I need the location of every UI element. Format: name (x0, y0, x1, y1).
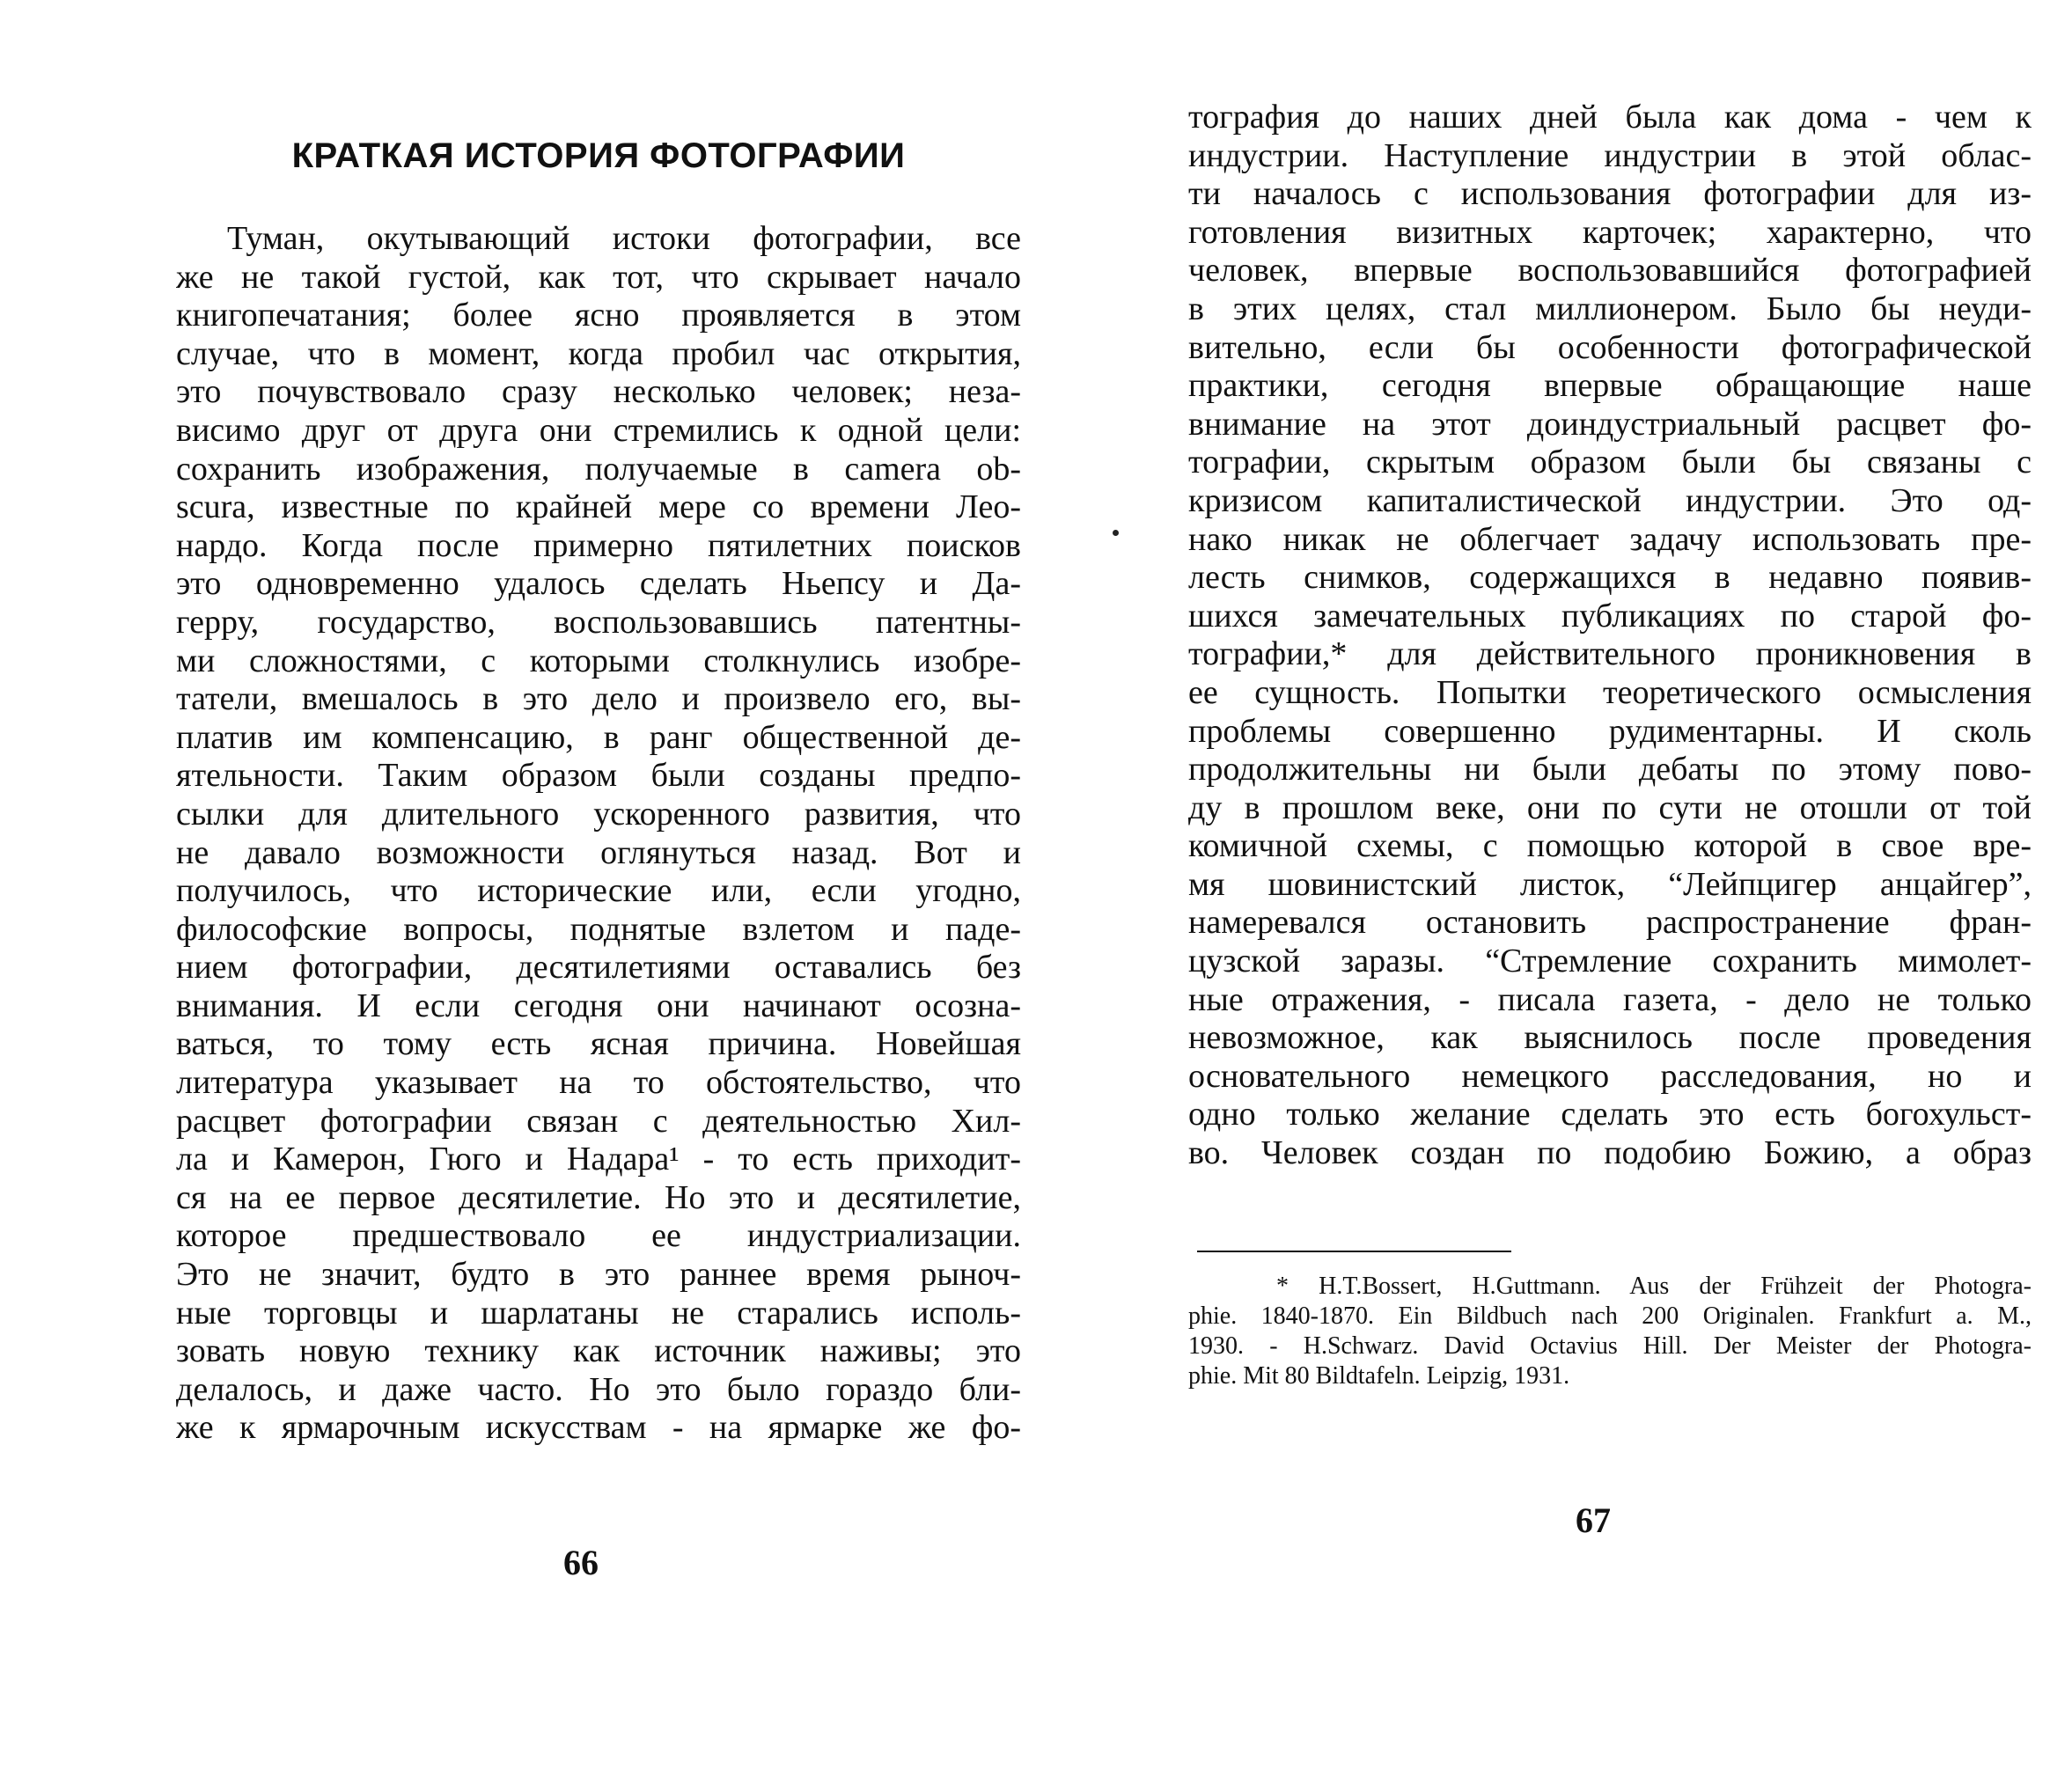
text-line: случае, что в момент, когда пробил час открытия, (176, 334, 1021, 372)
text-line: внимание на этот доиндустриальный расцвет фо- (1188, 405, 2032, 443)
text-line: ваться, то тому есть ясная причина. Новейшая (176, 1025, 1021, 1063)
text-line: одно только желание сделать это есть богохульст- (1188, 1096, 2032, 1133)
text-line: индустрии. Наступление индустрии в этой облас- (1188, 136, 2032, 174)
text-line: же к ярмарочным искусствам - на ярмарке же фо- (176, 1409, 1021, 1447)
text-line: это почувствовало сразу несколько человек; неза- (176, 373, 1021, 411)
footnote-line: 1930. - H.Schwarz. David Octavius Hill. Der Meister der Photogra- (1188, 1332, 2032, 1360)
scan-speck (1113, 530, 1119, 536)
text-line: ятельности. Таким образом были созданы предпо- (176, 757, 1021, 795)
text-line: расцвет фотографии связан с деятельностью Хил- (176, 1102, 1021, 1140)
footnote (1188, 1272, 2032, 1391)
text-line: делалось, и даже часто. Но это было гораздо бли- (176, 1370, 1021, 1408)
text-line: получилось, что исторические или, если угодно, (176, 872, 1021, 910)
text-line: ми сложностями, с которыми столкнулись изобре- (176, 642, 1021, 679)
text-line: татели, вмешалось в это дело и произвело его, вы- (176, 680, 1021, 718)
left-page-body (176, 220, 1021, 1448)
text-line: тография до наших дней была как дома - чем к (1188, 99, 2032, 136)
text-line: нардо. Когда после примерно пятилетних поисков (176, 526, 1021, 564)
text-line: же не такой густой, как тот, что скрывает начало (176, 258, 1021, 296)
text-line: человек, впервые воспользовавшийся фотографией (1188, 252, 2032, 290)
text-line: книгопечатания; более ясно проявляется в этом (176, 297, 1021, 334)
text-line: лесть снимков, содержащихся в недавно появив- (1188, 559, 2032, 597)
right-page (1188, 0, 2032, 1391)
text-line: намеревался остановить распространение фран- (1188, 904, 2032, 942)
text-line: висимо друг от друга они стремились к одной цели: (176, 411, 1021, 449)
text-line: внимания. И если сегодня они начинают осозна- (176, 987, 1021, 1024)
text-line: не давало возможности оглянуться назад. Вот и (176, 833, 1021, 871)
text-line: практики, сегодня впервые обращающие наше (1188, 367, 2032, 405)
footnote-line: * H.T.Bossert, H.Guttmann. Aus der Frühzeit der Photogra- (1276, 1272, 2032, 1300)
text-line: вительно, если бы особенности фотографической (1188, 328, 2032, 366)
text-line: кризисом капиталистической индустрии. Это од- (1188, 481, 2032, 519)
text-line: это одновременно удалось сделать Ньепсу и Да- (176, 565, 1021, 603)
text-line: ла и Камерон, Гюго и Надара¹ - то есть приходит- (176, 1141, 1021, 1178)
text-line: которое предшествовало ее индустриализации. (176, 1217, 1021, 1255)
text-line: сылки для длительного ускоренного развития, что (176, 795, 1021, 833)
footnote-divider (1197, 1251, 1511, 1252)
text-line: scura, известные по крайней мере со времени Лео- (176, 488, 1021, 526)
chapter-title: КРАТКАЯ ИСТОРИЯ ФОТОГРАФИИ (291, 136, 906, 175)
text-line: во. Человек создан по подобию Божию, а образ (1188, 1134, 2032, 1172)
text-line: в этих целях, стал миллионером. Было бы неуди- (1188, 290, 2032, 327)
left-page (176, 0, 1021, 1448)
text-line: основательного немецкого расследования, но и (1188, 1057, 2032, 1095)
text-line: цузской заразы. “Стремление сохранить мимолет- (1188, 943, 2032, 980)
right-page-body (1188, 99, 2032, 1173)
text-line: тографии,* для действительного проникновения в (1188, 635, 2032, 673)
footnote-line: phie. Mit 80 Bildtafeln. Leipzig, 1931. (1188, 1361, 1570, 1390)
text-line: Это не значит, будто в это раннее время рыноч- (176, 1256, 1021, 1294)
text-line: ные отражения, - писала газета, - дело не только (1188, 980, 2032, 1018)
page-number-left: 66 (563, 1543, 599, 1582)
text-line: продолжительны ни были дебаты по этому пово- (1188, 751, 2032, 789)
text-line: ду в прошлом веке, они по сути не отошли от той (1188, 789, 2032, 826)
text-line: мя шовинистский листок, “Лейпцигер анцайгер”, (1188, 865, 2032, 903)
text-line: комичной схемы, с помощью которой в свое вре- (1188, 827, 2032, 865)
text-line: ные торговцы и шарлатаны не старались исполь- (176, 1294, 1021, 1332)
text-line: ся на ее первое десятилетие. Но это и десятилетие, (176, 1178, 1021, 1216)
text-line: шихся замечательных публикациях по старой фо- (1188, 597, 2032, 635)
text-line: платив им компенсацию, в ранг общественной де- (176, 718, 1021, 756)
text-line: зовать новую технику как источник наживы; это (176, 1332, 1021, 1370)
footnote-line: phie. 1840-1870. Ein Bildbuch nach 200 Originalen. Frankfurt a. M., (1188, 1302, 2032, 1330)
text-line: герру, государство, воспользовавшись патентны- (176, 603, 1021, 641)
text-line: Туман, окутывающий истоки фотографии, все (227, 220, 1021, 257)
text-line: ее сущность. Попытки теоретического осмысления (1188, 673, 2032, 711)
page-number-right: 67 (1576, 1500, 1611, 1540)
text-line: проблемы совершенно рудиментарны. И сколь (1188, 712, 2032, 750)
text-line: нием фотографии, десятилетиями оставались без (176, 949, 1021, 987)
text-line: нако никак не облегчает задачу использовать пре- (1188, 520, 2032, 558)
text-line: тографии, скрытым образом были бы связаны с (1188, 444, 2032, 481)
text-line: ти началось с использования фотографии для из- (1188, 175, 2032, 213)
text-line: готовления визитных карточек; характерно, что (1188, 213, 2032, 251)
text-line: литература указывает на то обстоятельство, что (176, 1064, 1021, 1102)
text-line: философские вопросы, поднятые взлетом и паде- (176, 910, 1021, 948)
text-line: сохранить изображения, получаемые в camera ob- (176, 450, 1021, 488)
text-line: невозможное, как выяснилось после проведения (1188, 1019, 2032, 1057)
